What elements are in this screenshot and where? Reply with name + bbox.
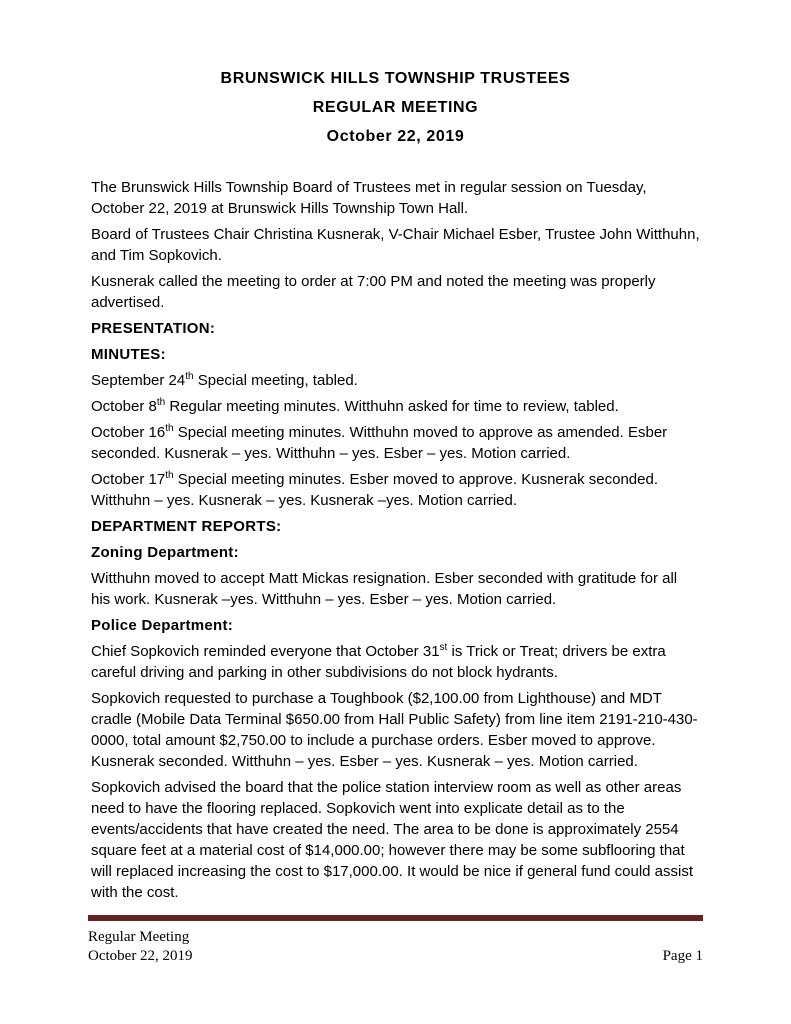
superscript-text-run: st	[439, 642, 448, 653]
paragraph	[91, 422, 700, 464]
section-heading	[91, 542, 700, 563]
page-number: Page 1	[662, 948, 703, 964]
text-run: October 16	[91, 424, 166, 441]
superscript-text-run: th	[165, 423, 174, 434]
text-run: Zoning Department:	[91, 544, 239, 561]
footer-left	[88, 928, 193, 966]
document-body	[91, 177, 700, 903]
paragraph	[91, 224, 700, 266]
text-run: MINUTES:	[91, 346, 166, 363]
text-run: Special meeting minutes. Witthuhn moved to approve as amended. Esber seconded. Kusnerak – yes. Witthuhn – yes. Esber – yes. Motion carried.	[91, 424, 668, 462]
superscript-text-run: th	[156, 397, 166, 408]
text-run: is Trick or Treat; drivers be extra careful driving and parking in other subdivisions do not block hydrants.	[91, 643, 666, 681]
text-run: Police Department:	[91, 617, 234, 634]
footer-row	[88, 928, 703, 966]
footer-rule	[88, 915, 703, 921]
section-heading	[91, 318, 700, 339]
text-run: Regular meeting minutes. Witthuhn asked for time to review, tabled.	[165, 398, 619, 415]
text-run: Special meeting minutes. Esber moved to approve. Kusnerak seconded. Witthuhn – yes. Kusnerak – yes. Kusnerak –yes. Motion carried.	[91, 471, 659, 509]
paragraph	[91, 688, 700, 772]
text-run: Witthuhn moved to accept Matt Mickas resignation. Esber seconded with gratitude for all his work. Kusnerak –yes. Witthuhn – yes. Esber – yes. Motion carried.	[91, 570, 678, 608]
text-run: Board of Trustees Chair Christina Kusnerak, V-Chair Michael Esber, Trustee John Witthuhn, and Tim Sopkovich.	[91, 226, 700, 264]
paragraph	[91, 568, 700, 610]
paragraph	[91, 777, 700, 903]
text-run: Sopkovich advised the board that the police station interview room as well as other areas need to have the flooring replaced. Sopkovich went into explicate detail as to the events/accidents that have created the need. The area to be done is approximately 2554 square feet at a material cost of $14,000.00; however there may be some subflooring that will replaced increasing the cost to $17,000.00. It would be nice if general fund could assist with the cost.	[91, 779, 694, 901]
paragraph	[91, 396, 700, 417]
text-run: October 8	[91, 398, 157, 415]
paragraph	[91, 271, 700, 313]
document-content	[91, 0, 700, 908]
text-run: Special meeting, tabled.	[193, 372, 358, 389]
paragraph	[91, 370, 700, 391]
text-run: DEPARTMENT REPORTS:	[91, 518, 282, 535]
text-run: Kusnerak called the meeting to order at 7:00 PM and noted the meeting was properly advertised.	[91, 273, 656, 311]
superscript-text-run: th	[165, 470, 174, 481]
section-heading	[91, 516, 700, 537]
text-run: The Brunswick Hills Township Board of Trustees met in regular session on Tuesday, October 22, 2019 at Brunswick Hills Township Town Hall.	[91, 179, 647, 217]
text-run: PRESENTATION:	[91, 320, 216, 337]
meeting-date-title: October 22, 2019	[326, 128, 465, 145]
paragraph	[91, 641, 700, 683]
meeting-type-title: REGULAR MEETING	[312, 99, 479, 116]
footer-meeting-date: October 22, 2019	[88, 948, 193, 964]
text-run: Sopkovich requested to purchase a Toughbook ($2,100.00 from Lighthouse) and MDT cradle (Mobile Data Terminal $650.00 from Hall Public Safety) from line item 2191-210-430-0000, total amount $2,750.00 to include a purchase orders. Esber moved to approve. Kusnerak seconded. Witthuhn – yes. Esber – yes. Kusnerak – yes. Motion carried.	[91, 690, 698, 770]
superscript-text-run: th	[185, 371, 194, 382]
text-run: September 24	[91, 372, 186, 389]
section-heading	[91, 615, 700, 636]
document-header	[91, 64, 700, 151]
paragraph	[91, 177, 700, 219]
text-run: October 17	[91, 471, 166, 488]
text-run: Chief Sopkovich reminded everyone that October 31	[91, 643, 440, 660]
footer-meeting-type: Regular Meeting	[88, 929, 190, 945]
footer	[88, 915, 703, 966]
section-heading	[91, 344, 700, 365]
paragraph	[91, 469, 700, 511]
org-title: BRUNSWICK HILLS TOWNSHIP TRUSTEES	[220, 70, 571, 87]
